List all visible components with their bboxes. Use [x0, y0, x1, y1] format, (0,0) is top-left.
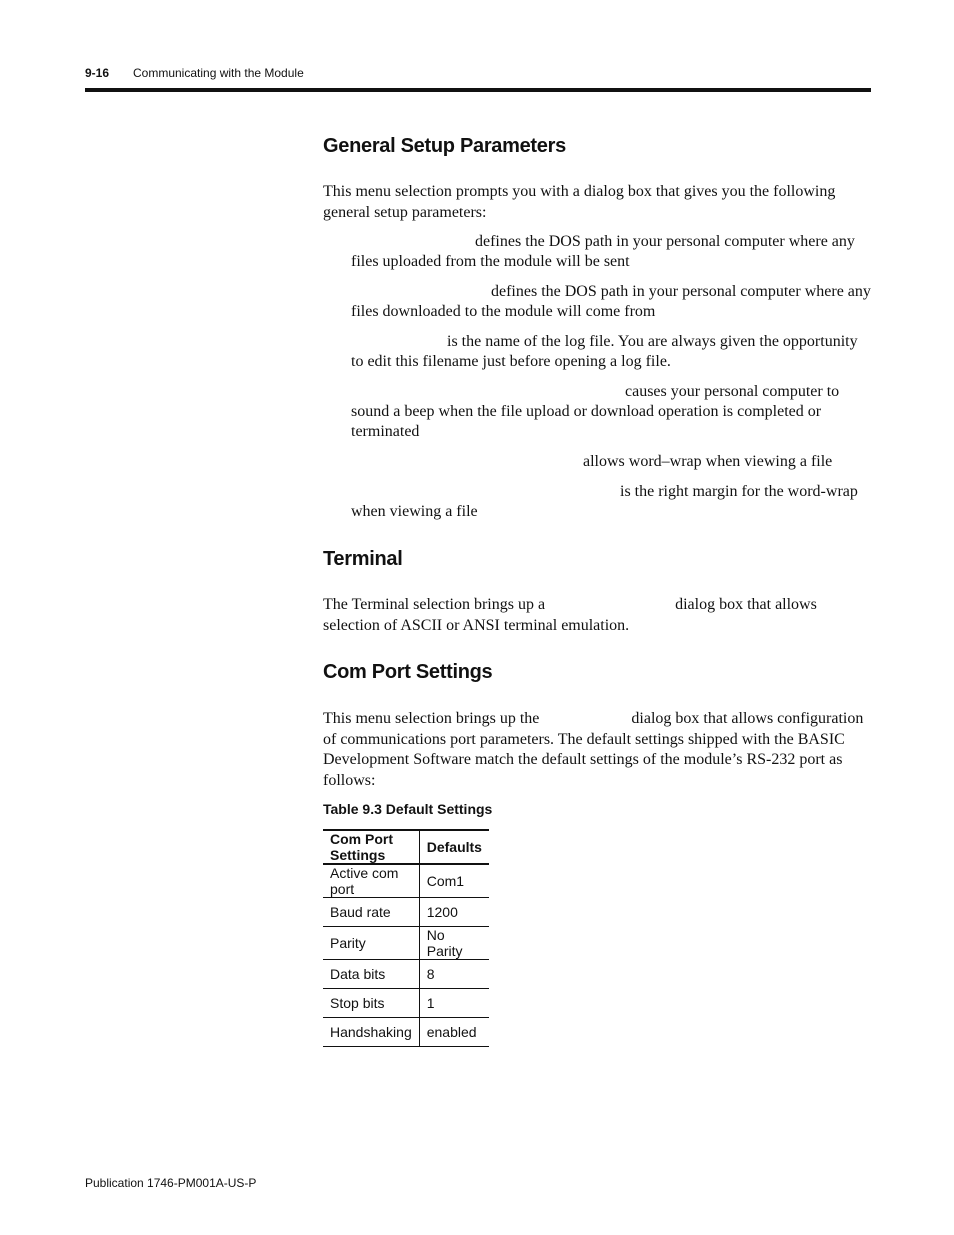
chapter-title: Communicating with the Module: [133, 66, 304, 80]
terminal-heading: Terminal: [323, 548, 403, 570]
running-header: [85, 66, 304, 80]
setting-cell: Active com port: [323, 864, 419, 898]
table-row: [323, 898, 489, 927]
param-beep: causes your personal computer to sound a beep when the file upload or download operation is completed or terminated: [351, 383, 840, 440]
table-row: [323, 927, 489, 960]
column-header-default: Defaults: [419, 830, 489, 864]
setting-cell: Parity: [323, 927, 419, 960]
com-port-text: This menu selection brings up the dialog box that allows configuration of communications port parameters. The default settings shipped with the BASIC Development Software match the default settings of the module’s RS-232 port as follows:: [323, 710, 864, 789]
table-row: [323, 989, 489, 1018]
page-number: 9-16: [85, 66, 110, 80]
setting-cell: Handshaking: [323, 1018, 419, 1047]
param-upload-path: defines the DOS path in your personal computer where any files uploaded from the module will be sent: [351, 233, 855, 270]
param-word-wrap: allows word–wrap when viewing a file: [583, 453, 833, 470]
default-cell: 1: [419, 989, 489, 1018]
terminal-text: The Terminal selection brings up a dialog box that allows selection of ASCII or ANSI terminal emulation.: [323, 596, 817, 634]
param-log-file: is the name of the log file. You are always given the opportunity to edit this filename just before opening a log file.: [351, 333, 858, 370]
setting-cell: Stop bits: [323, 989, 419, 1018]
general-setup-intro: This menu selection prompts you with a dialog box that gives you the following general setup parameters:: [323, 183, 836, 221]
general-setup-heading: General Setup Parameters: [323, 135, 566, 157]
table-caption: Table 9.3 Default Settings: [323, 801, 493, 817]
default-cell: enabled: [419, 1018, 489, 1047]
setting-cell: Data bits: [323, 960, 419, 989]
table-header-row: [323, 830, 489, 864]
column-header-setting: Com Port Settings: [323, 830, 419, 864]
default-cell: No Parity: [419, 927, 489, 960]
default-cell: 1200: [419, 898, 489, 927]
table-row: [323, 1018, 489, 1047]
header-rule: [85, 88, 871, 92]
table-row: [323, 864, 489, 898]
default-cell: 8: [419, 960, 489, 989]
param-right-margin: is the right margin for the word-wrap when viewing a file: [351, 483, 858, 520]
table-row: [323, 960, 489, 989]
com-port-heading: Com Port Settings: [323, 661, 493, 683]
default-cell: Com1: [419, 864, 489, 898]
setting-cell: Baud rate: [323, 898, 419, 927]
default-settings-table: [323, 829, 489, 1047]
publication-footer: Publication 1746-PM001A-US-P: [85, 1176, 257, 1190]
param-download-path: defines the DOS path in your personal computer where any files downloaded to the module will come from: [351, 283, 871, 320]
